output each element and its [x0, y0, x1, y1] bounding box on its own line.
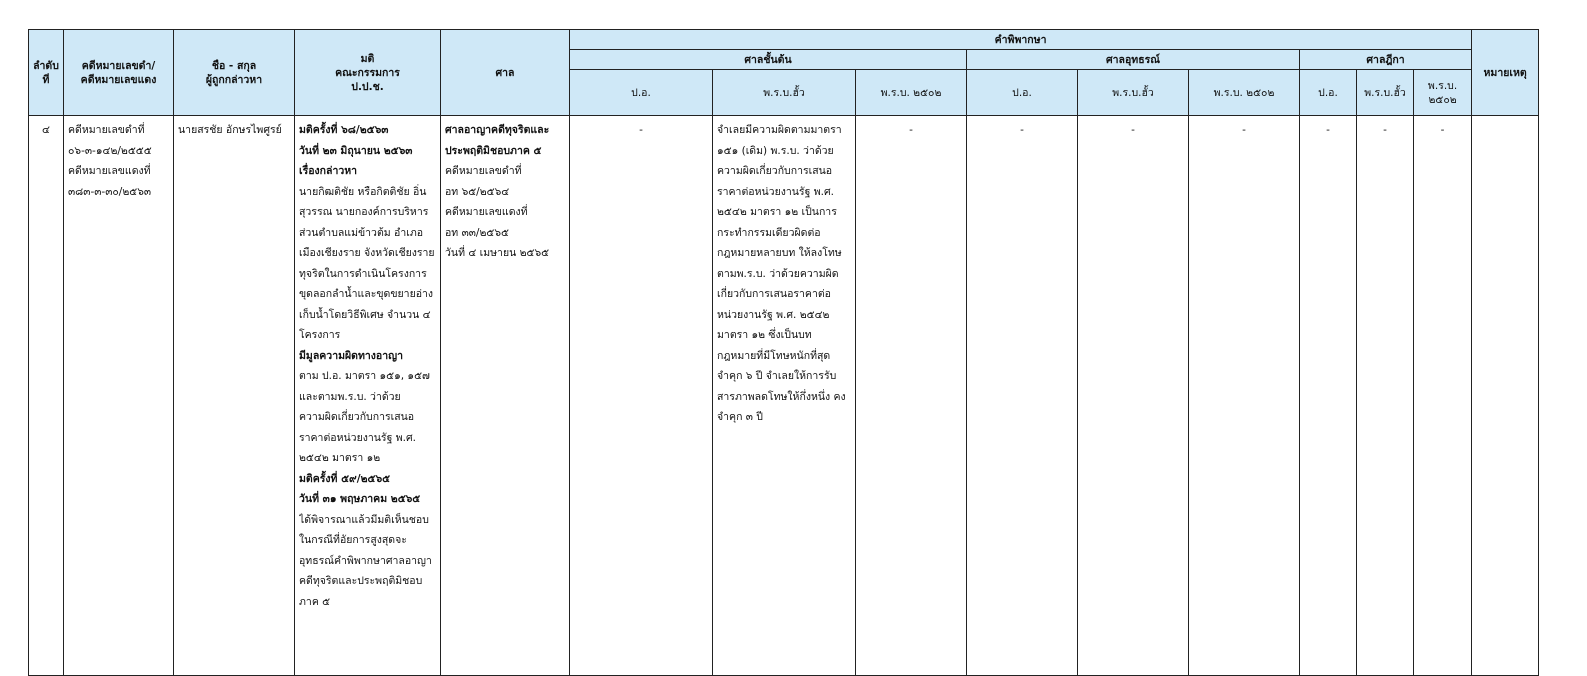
- first-bid-line: มาตรา ๑๒ ซึ่งเป็นบท: [717, 329, 812, 341]
- first-bid-line: จำคุก ๖ ปี จำเลยให้การรับ: [717, 370, 837, 382]
- resolution-line: มติครั้งที่ ๖๘/๒๕๖๓: [299, 124, 389, 136]
- resolution-line: วันที่ ๓๑ พฤษภาคม ๒๕๖๕: [299, 493, 421, 505]
- court-line: วันที่ ๔ เมษายน ๒๕๖๕: [445, 247, 550, 259]
- first-bid-line: หน่วยงานรัฐ พ.ศ. ๒๕๔๒: [717, 308, 830, 321]
- header-first-po: ป.อ.: [570, 70, 713, 116]
- header-court: ศาล: [441, 30, 570, 116]
- court-line: คดีหมายเลขแดงที่: [445, 206, 528, 218]
- case-no-line: คดีหมายเลขแดงที่: [68, 165, 151, 177]
- resolution-text: [295, 116, 440, 612]
- court-line: ศาลอาญาคดีทุจริตและ: [445, 124, 550, 136]
- cell-court: [441, 116, 570, 676]
- cell-appeal-po: -: [967, 116, 1078, 676]
- cell-first-2502: -: [856, 116, 967, 676]
- case-no-line: คดีหมายเลขดำที่: [68, 124, 145, 136]
- resolution-line: มีมูลความผิดทางอาญา: [299, 349, 403, 362]
- header-supreme-court: ศาลฎีกา: [1300, 50, 1472, 70]
- first-bid-line: เกี่ยวกับการเสนอราคาต่อ: [717, 288, 831, 300]
- resolution-line: ส่วนตำบลแม่ข้าวต้ม อำเภอ: [299, 226, 424, 239]
- resolution-line: ความผิดเกี่ยวกับการเสนอ: [299, 411, 415, 423]
- header-supreme-po: ป.อ.: [1300, 70, 1357, 116]
- court-text: [441, 116, 569, 264]
- cell-first-bid: [713, 116, 856, 676]
- cell-appeal-bid: -: [1078, 116, 1189, 676]
- cell-appeal-2502: -: [1189, 116, 1300, 676]
- case-no-line: ๐๖-๓-๑๔๒/๒๕๕๕: [68, 144, 152, 157]
- header-remarks: หมายเหตุ: [1472, 30, 1539, 116]
- first-bid-line: จำคุก ๓ ปี: [717, 411, 763, 423]
- court-line: อท ๖๕/๒๕๖๔: [445, 185, 510, 198]
- header-first-2502: พ.ร.บ. ๒๕๐๒: [856, 70, 967, 116]
- resolution-line: เรื่องกล่าวหา: [299, 165, 358, 177]
- header-first-bid: พ.ร.บ.ฮั้ว: [713, 70, 856, 116]
- court-line: คดีหมายเลขดำที่: [445, 165, 522, 177]
- resolution-line: ขุดลอกลำน้ำและขุดขยายอ่าง: [299, 288, 434, 300]
- header-appeal-po: ป.อ.: [967, 70, 1078, 116]
- resolution-line: เก็บน้ำโดยวิธีพิเศษ จำนวน ๔: [299, 308, 431, 321]
- header-appeal-2502: พ.ร.บ. ๒๕๐๒: [1189, 70, 1300, 116]
- table-row: [29, 116, 1539, 676]
- resolution-line: ได้พิจารณาแล้วมีมติเห็นชอบ: [299, 513, 429, 526]
- resolution-line: ในกรณีที่อัยการสูงสุดจะ: [299, 534, 407, 546]
- resolution-line: ราคาต่อหน่วยงานรัฐ พ.ศ.: [299, 431, 416, 444]
- header-first-court: ศาลชั้นต้น: [570, 50, 967, 70]
- first-bid-line: กฎหมายหลายบท ให้ลงโทษ: [717, 247, 842, 259]
- case-table: [28, 29, 1539, 676]
- first-bid-line: กฎหมายที่มีโทษหนักที่สุด: [717, 349, 831, 362]
- cell-supreme-2502: -: [1414, 116, 1472, 676]
- first-bid-line: ราคาต่อหน่วยงานรัฐ พ.ศ.: [717, 185, 834, 198]
- first-bid-line: สารภาพลดโทษให้กึ่งหนึ่ง คง: [717, 390, 846, 403]
- resolution-line: คดีทุจริตและประพฤติมิชอบ: [299, 575, 423, 587]
- first-bid-line: จำเลยมีความผิดตามมาตรา: [717, 124, 842, 136]
- resolution-line: ภาค ๕: [299, 595, 331, 608]
- cell-case-no: [64, 116, 174, 676]
- header-resolution: มติ คณะกรรมการ ป.ป.ช.: [295, 30, 441, 116]
- cell-resolution: [295, 116, 441, 676]
- resolution-line: สุวรรณ นายกองค์การบริหาร: [299, 206, 429, 218]
- cell-first-po: -: [570, 116, 713, 676]
- court-line: อท ๓๓/๒๕๖๕: [445, 226, 509, 239]
- header-supreme-2502: พ.ร.บ. ๒๕๐๒: [1414, 70, 1472, 116]
- first-bid-line: ๒๕๔๒ มาตรา ๑๒ เป็นการ: [717, 206, 837, 218]
- first-bid-line: ความผิดเกี่ยวกับการเสนอ: [717, 165, 833, 177]
- cell-seq: ๔: [29, 116, 64, 676]
- cell-name: นายสรชัย อักษรไพศูรย์: [174, 116, 295, 676]
- header-appeal-court: ศาลอุทธรณ์: [967, 50, 1300, 70]
- resolution-line: วันที่ ๒๓ มิถุนายน ๒๕๖๓: [299, 144, 413, 157]
- first-bid-line: กระทำกรรมเดียวผิดต่อ: [717, 226, 821, 239]
- resolution-line: เมืองเชียงราย จังหวัดเชียงราย: [299, 247, 435, 259]
- resolution-line: นายกิฒติชัย หรือกิตติชัย อิ่น: [299, 185, 427, 198]
- first-bid-text: [713, 116, 855, 428]
- cell-supreme-bid: -: [1357, 116, 1414, 676]
- resolution-line: ๒๕๔๒ มาตรา ๑๒: [299, 452, 381, 464]
- resolution-line: อุทธรณ์คำพิพากษาศาลอาญา: [299, 554, 432, 567]
- first-bid-line: ตามพ.ร.บ. ว่าด้วยความผิด: [717, 267, 839, 280]
- cell-remarks: [1472, 116, 1539, 676]
- header-appeal-bid: พ.ร.บ.ฮั้ว: [1078, 70, 1189, 116]
- resolution-line: มติครั้งที่ ๕๙/๒๕๖๕: [299, 472, 391, 485]
- header-verdict: คำพิพากษา: [570, 30, 1472, 50]
- court-line: ประพฤติมิชอบภาค ๕: [445, 144, 542, 157]
- resolution-line: และตามพ.ร.บ. ว่าด้วย: [299, 390, 401, 403]
- header-seq: ลำดับ ที่: [29, 30, 64, 116]
- resolution-line: ตาม ป.อ. มาตรา ๑๕๑, ๑๕๗: [299, 370, 430, 382]
- first-bid-line: ๑๕๑ (เดิม) พ.ร.บ. ว่าด้วย: [717, 144, 834, 157]
- header-case-no: คดีหมายเลขดำ/ คดีหมายเลขแดง: [64, 30, 174, 116]
- header-name: ชื่อ - สกุล ผู้ถูกกล่าวหา: [174, 30, 295, 116]
- case-no-line: ๓๘๓-๓-๓๐/๒๕๖๓: [68, 185, 152, 198]
- cell-supreme-po: -: [1300, 116, 1357, 676]
- resolution-line: ทุจริตในการดำเนินโครงการ: [299, 267, 427, 280]
- header-supreme-bid: พ.ร.บ.ฮั้ว: [1357, 70, 1414, 116]
- resolution-line: โครงการ: [299, 329, 341, 341]
